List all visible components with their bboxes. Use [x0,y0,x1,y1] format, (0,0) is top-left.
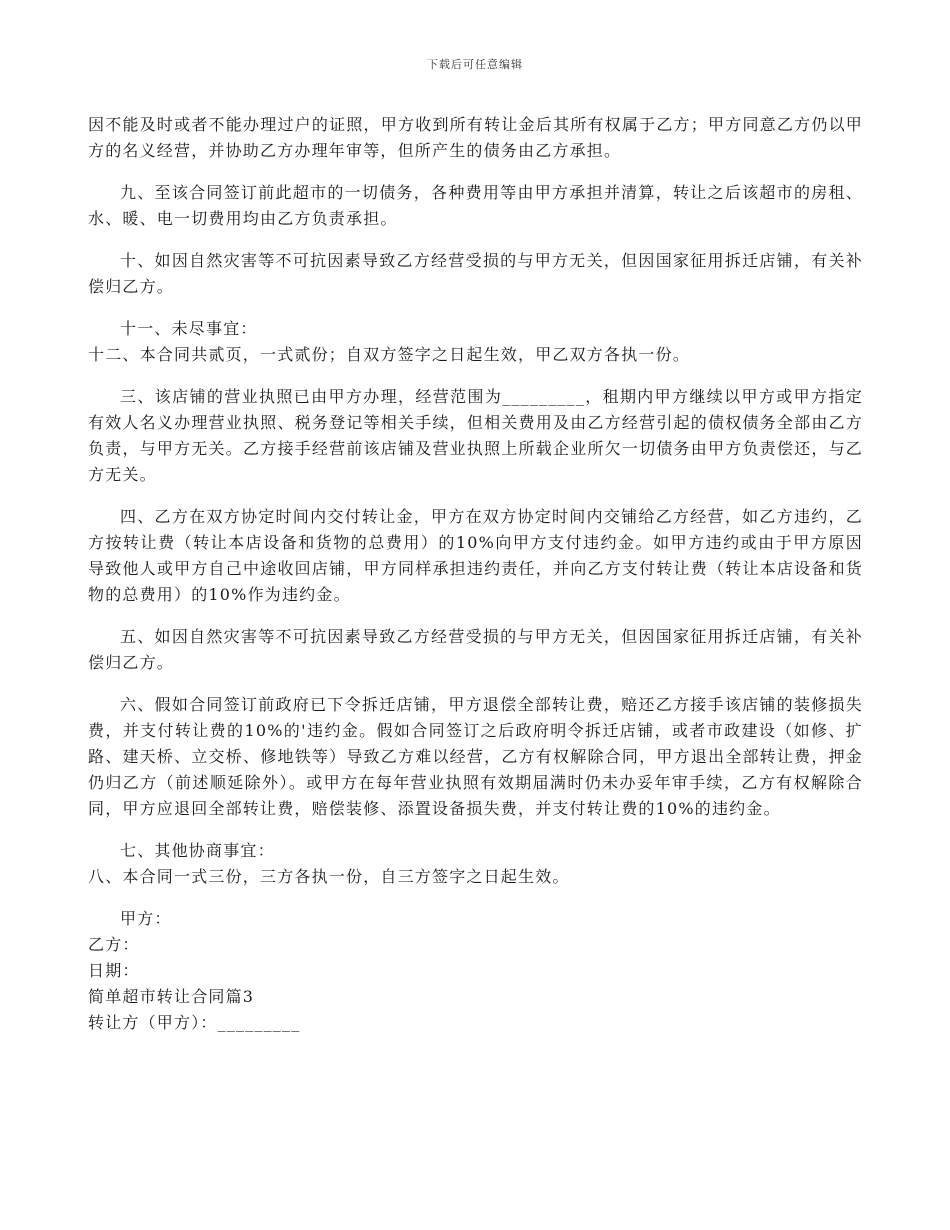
page-header: 下载后可任意编辑 [427,58,523,71]
clause-8: 八、本合同一式三份，三方各执一份，自三方签字之日起生效。 [88,867,570,886]
document-body [88,112,863,1036]
signature-party-b: 乙方： [88,935,140,954]
transferor-line: 转让方（甲方）：_________ [88,1013,301,1032]
next-contract-title: 简单超市转让合同篇3 [88,987,255,1006]
clause-4: 四、乙方在双方协定时间内交付转让金，甲方在双方协定时间内交铺给乙方经营，如乙方违约，乙方按转让费（转让本店设备和货物的总费用）的10%向甲方支付违约金。如甲方违约或由于甲方原因导致他人或甲方自己中途收回店铺，甲方同样承担违约责任，并向乙方支付转让费（转让本店设备和货物的总费用）的10%作为违约金。 [88,507,863,604]
paragraph-transfer-ownership: 因不能及时或者不能办理过户的证照，甲方收到所有转让金后其所有权属于乙方；甲方同意乙方仍以甲方的名义经营，并协助乙方办理年审等，但所产生的债务由乙方承担。 [88,115,863,160]
clause-3: 三、该店铺的营业执照已由甲方办理，经营范围为_________，租期内甲方继续以甲方或甲方指定有效人名义办理营业执照、税务登记等相关手续，但相关费用及由乙方经营引起的债权债务全部由乙方负责，与甲方无关。乙方接手经营前该店铺及营业执照上所载企业所欠一切债务由甲方负责偿还，与乙方无关。 [88,387,863,484]
clause-7: 七、其他协商事宜： [120,841,275,860]
clause-9: 九、至该合同签订前此超市的一切债务，各种费用等由甲方承担并清算，转让之后该超市的房租、水、暖、电一切费用均由乙方负责承担。 [88,183,863,228]
clause-11: 十一、未尽事宜： [120,319,258,338]
clause-10: 十、如因自然灾害等不可抗因素导致乙方经营受损的与甲方无关，但因国家征用拆迁店铺，有关补偿归乙方。 [88,251,863,296]
clause-5: 五、如因自然灾害等不可抗因素导致乙方经营受损的与甲方无关，但因国家征用拆迁店铺，有关补偿归乙方。 [88,627,863,672]
clause-6: 六、假如合同签订前政府已下令拆迁店铺，甲方退偿全部转让费，赔还乙方接手该店铺的装修损失费，并支付转让费的10%的'违约金。假如合同签订之后政府明令拆迁店铺，或者市政建设（如修、扩路、建天桥、立交桥、修地铁等）导致乙方难以经营，乙方有权解除合同，甲方退出全部转让费，押金仍归乙方（前述顺延除外）。或甲方在每年营业执照有效期届满时仍未办妥年审手续，乙方有权解除合同，甲方应退回全部转让费，赔偿装修、添置设备损失费，并支付转让费的10%的违约金。 [88,695,863,818]
signature-date: 日期： [88,961,140,980]
signature-party-a: 甲方： [120,909,172,928]
clause-12: 十二、本合同共贰页，一式贰份；自双方签字之日起生效，甲乙双方各执一份。 [88,345,691,364]
